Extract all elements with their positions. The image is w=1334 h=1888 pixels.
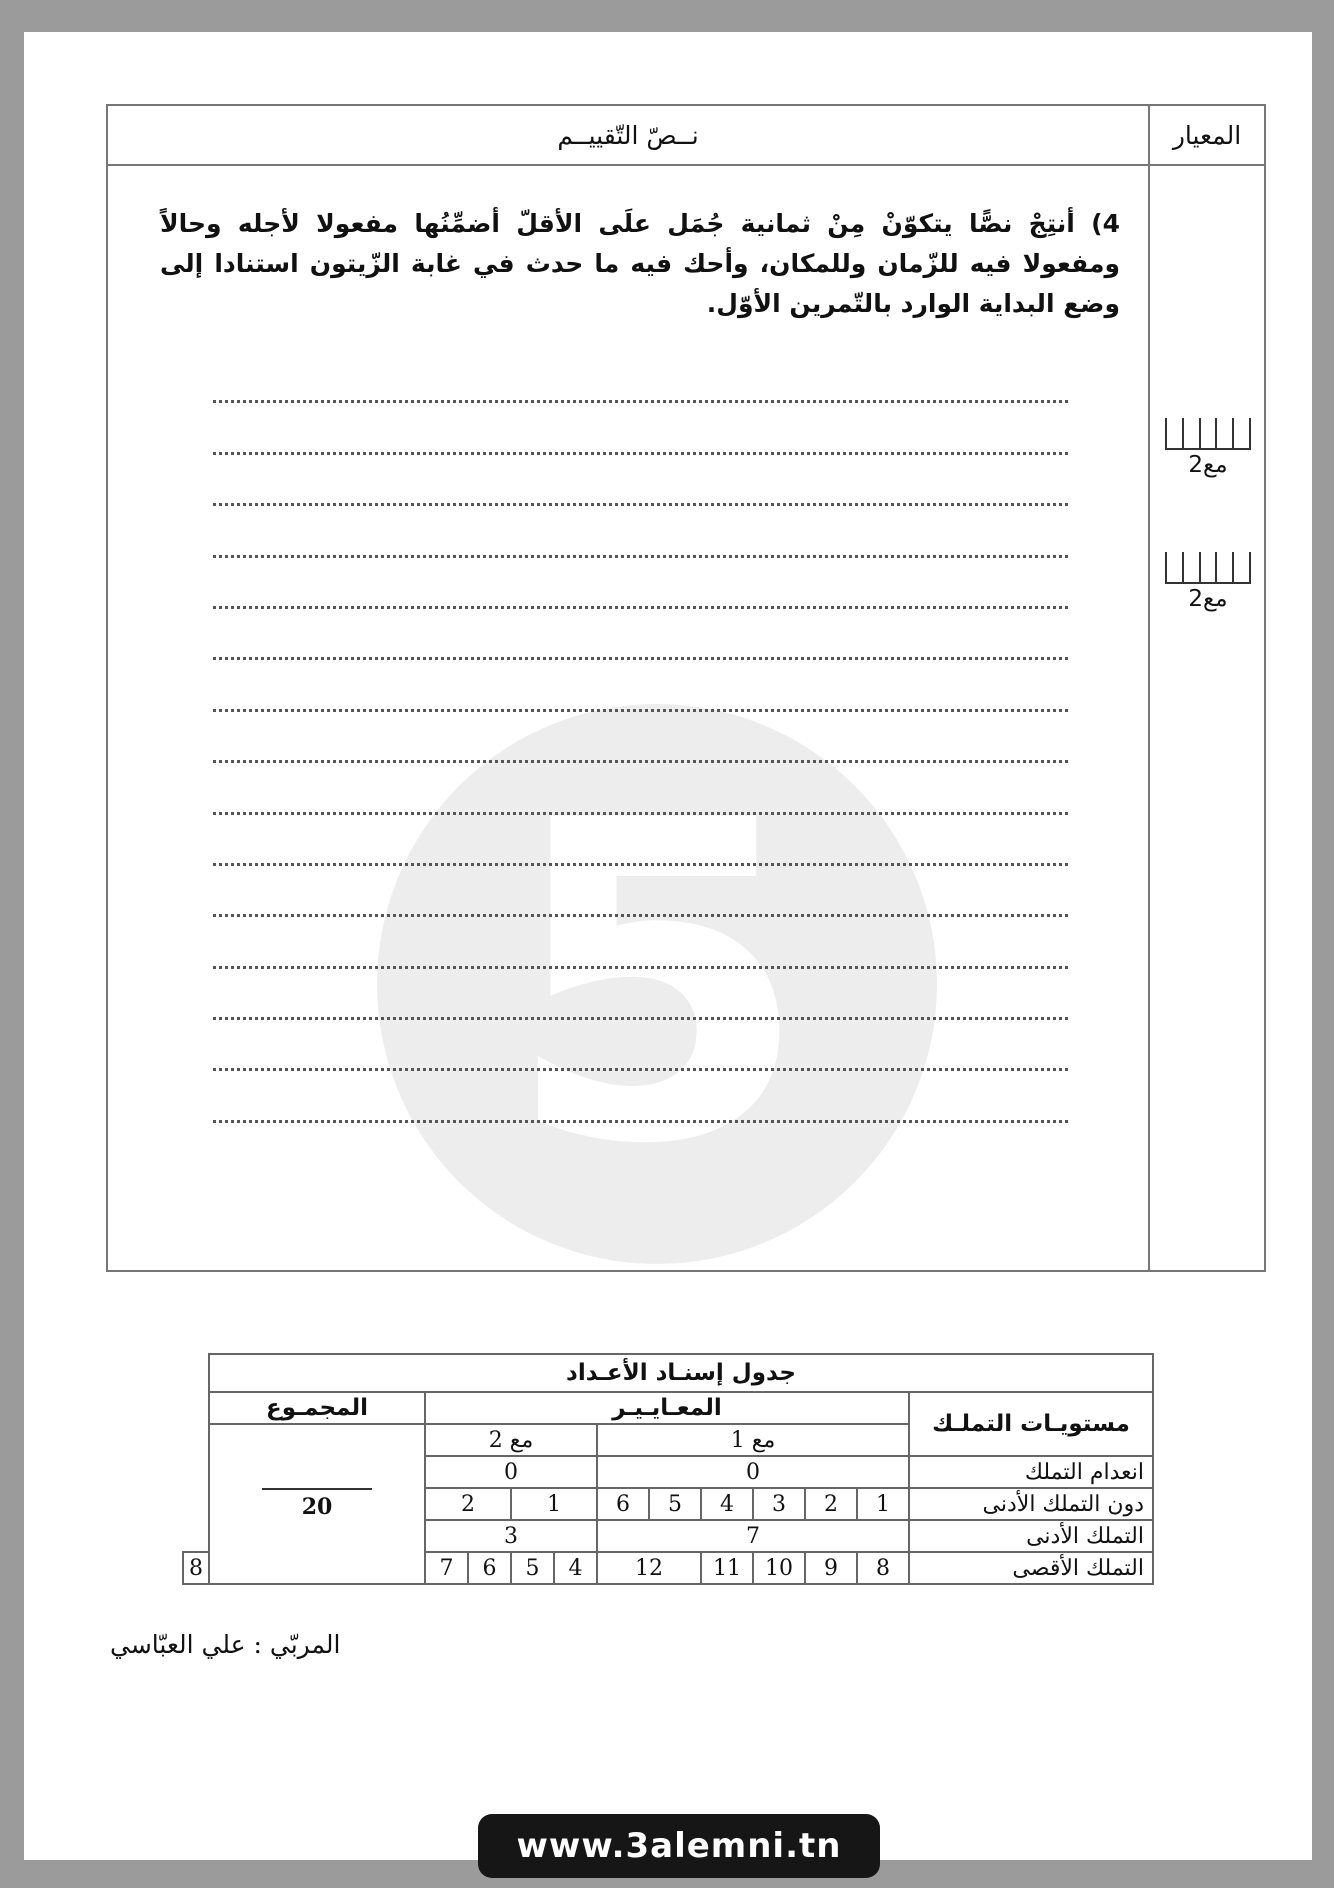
answer-line[interactable] — [213, 660, 1068, 711]
score-cell: 8 — [183, 1552, 209, 1584]
score-cells — [1165, 418, 1251, 450]
score-cell: 3 — [425, 1520, 597, 1552]
answer-line[interactable] — [213, 969, 1068, 1020]
site-url-badge[interactable]: www.3alemni.tn — [478, 1814, 880, 1878]
grading-table-title: جدول إسنـاد الأعـداد — [209, 1354, 1153, 1392]
score-cells — [1165, 552, 1251, 584]
score-cell: 11 — [701, 1552, 753, 1584]
level-name: انعدام التملك — [909, 1456, 1153, 1488]
score-cell: 2 — [805, 1488, 857, 1520]
total-header: المجمـوع — [209, 1392, 425, 1424]
question-4-text: 4) أنتِجْ نصًّا يتكوّنْ مِنْ ثمانية جُمَل علَى الأقلّ أضمِّنُها مفعولا لأجله وحالاً ومفعولا فيه للزّمان وللمكان، وأحك فيه ما حدث في غابة الزّيتون استنادا إلى وضع البداية الوارد بالتّمرين الأوّل. — [160, 209, 1120, 318]
level-name: التملك الأدنى — [909, 1520, 1153, 1552]
header-divider — [106, 164, 1266, 166]
levels-header: مستويـات التملـك — [909, 1392, 1153, 1456]
score-cell: 6 — [597, 1488, 649, 1520]
score-cell: 8 — [857, 1552, 909, 1584]
score-label: مع2 — [1188, 586, 1228, 612]
score-cell: 5 — [511, 1552, 554, 1584]
level-name: التملك الأقصى — [909, 1552, 1153, 1584]
answer-line[interactable] — [213, 455, 1068, 506]
criterion-2-header: مع 2 — [425, 1424, 597, 1456]
score-label: مع2 — [1188, 452, 1228, 478]
grading-table — [182, 1353, 1154, 1585]
score-box-1 — [1165, 418, 1251, 490]
score-cell: 10 — [753, 1552, 805, 1584]
score-cell: 1 — [511, 1488, 597, 1520]
level-name: دون التملك الأدنى — [909, 1488, 1153, 1520]
score-cell: 9 — [805, 1552, 857, 1584]
score-cell: 7 — [425, 1552, 468, 1584]
answer-line[interactable] — [213, 506, 1068, 557]
answer-line[interactable] — [213, 352, 1068, 403]
score-cell: 4 — [554, 1552, 597, 1584]
answer-line[interactable] — [213, 1020, 1068, 1071]
score-cell: 0 — [425, 1456, 597, 1488]
score-cell: 3 — [753, 1488, 805, 1520]
total-value: 20 — [301, 1494, 333, 1520]
answer-line[interactable] — [213, 403, 1068, 454]
answer-line[interactable] — [213, 609, 1068, 660]
criterion-column-header: المعيار — [1172, 120, 1242, 150]
score-box-2 — [1165, 552, 1251, 624]
answer-line[interactable] — [213, 712, 1068, 763]
criteria-header: المعـايـيـر — [425, 1392, 909, 1424]
score-cell: 12 — [597, 1552, 701, 1584]
answer-line[interactable] — [213, 866, 1068, 917]
total-cell — [209, 1424, 425, 1584]
column-divider — [1148, 104, 1150, 1272]
score-cell: 6 — [468, 1552, 511, 1584]
teacher-signature: المربّي : علي العبّاسي — [110, 1630, 341, 1659]
score-cell: 4 — [701, 1488, 753, 1520]
answer-line[interactable] — [213, 558, 1068, 609]
answer-line[interactable] — [213, 917, 1068, 968]
score-cell: 0 — [597, 1456, 909, 1488]
answer-line[interactable] — [213, 763, 1068, 814]
watermark-digit: 5 — [503, 728, 811, 1240]
score-cell: 5 — [649, 1488, 701, 1520]
score-cell: 1 — [857, 1488, 909, 1520]
total-line — [262, 1488, 372, 1490]
answer-lines-area — [213, 352, 1068, 1123]
answer-line[interactable] — [213, 815, 1068, 866]
assessment-text-header: نــصّ التّقييــم — [557, 120, 699, 150]
criterion-1-header: مع 1 — [597, 1424, 909, 1456]
score-cell: 2 — [425, 1488, 511, 1520]
answer-line[interactable] — [213, 1071, 1068, 1122]
score-cell: 7 — [597, 1520, 909, 1552]
